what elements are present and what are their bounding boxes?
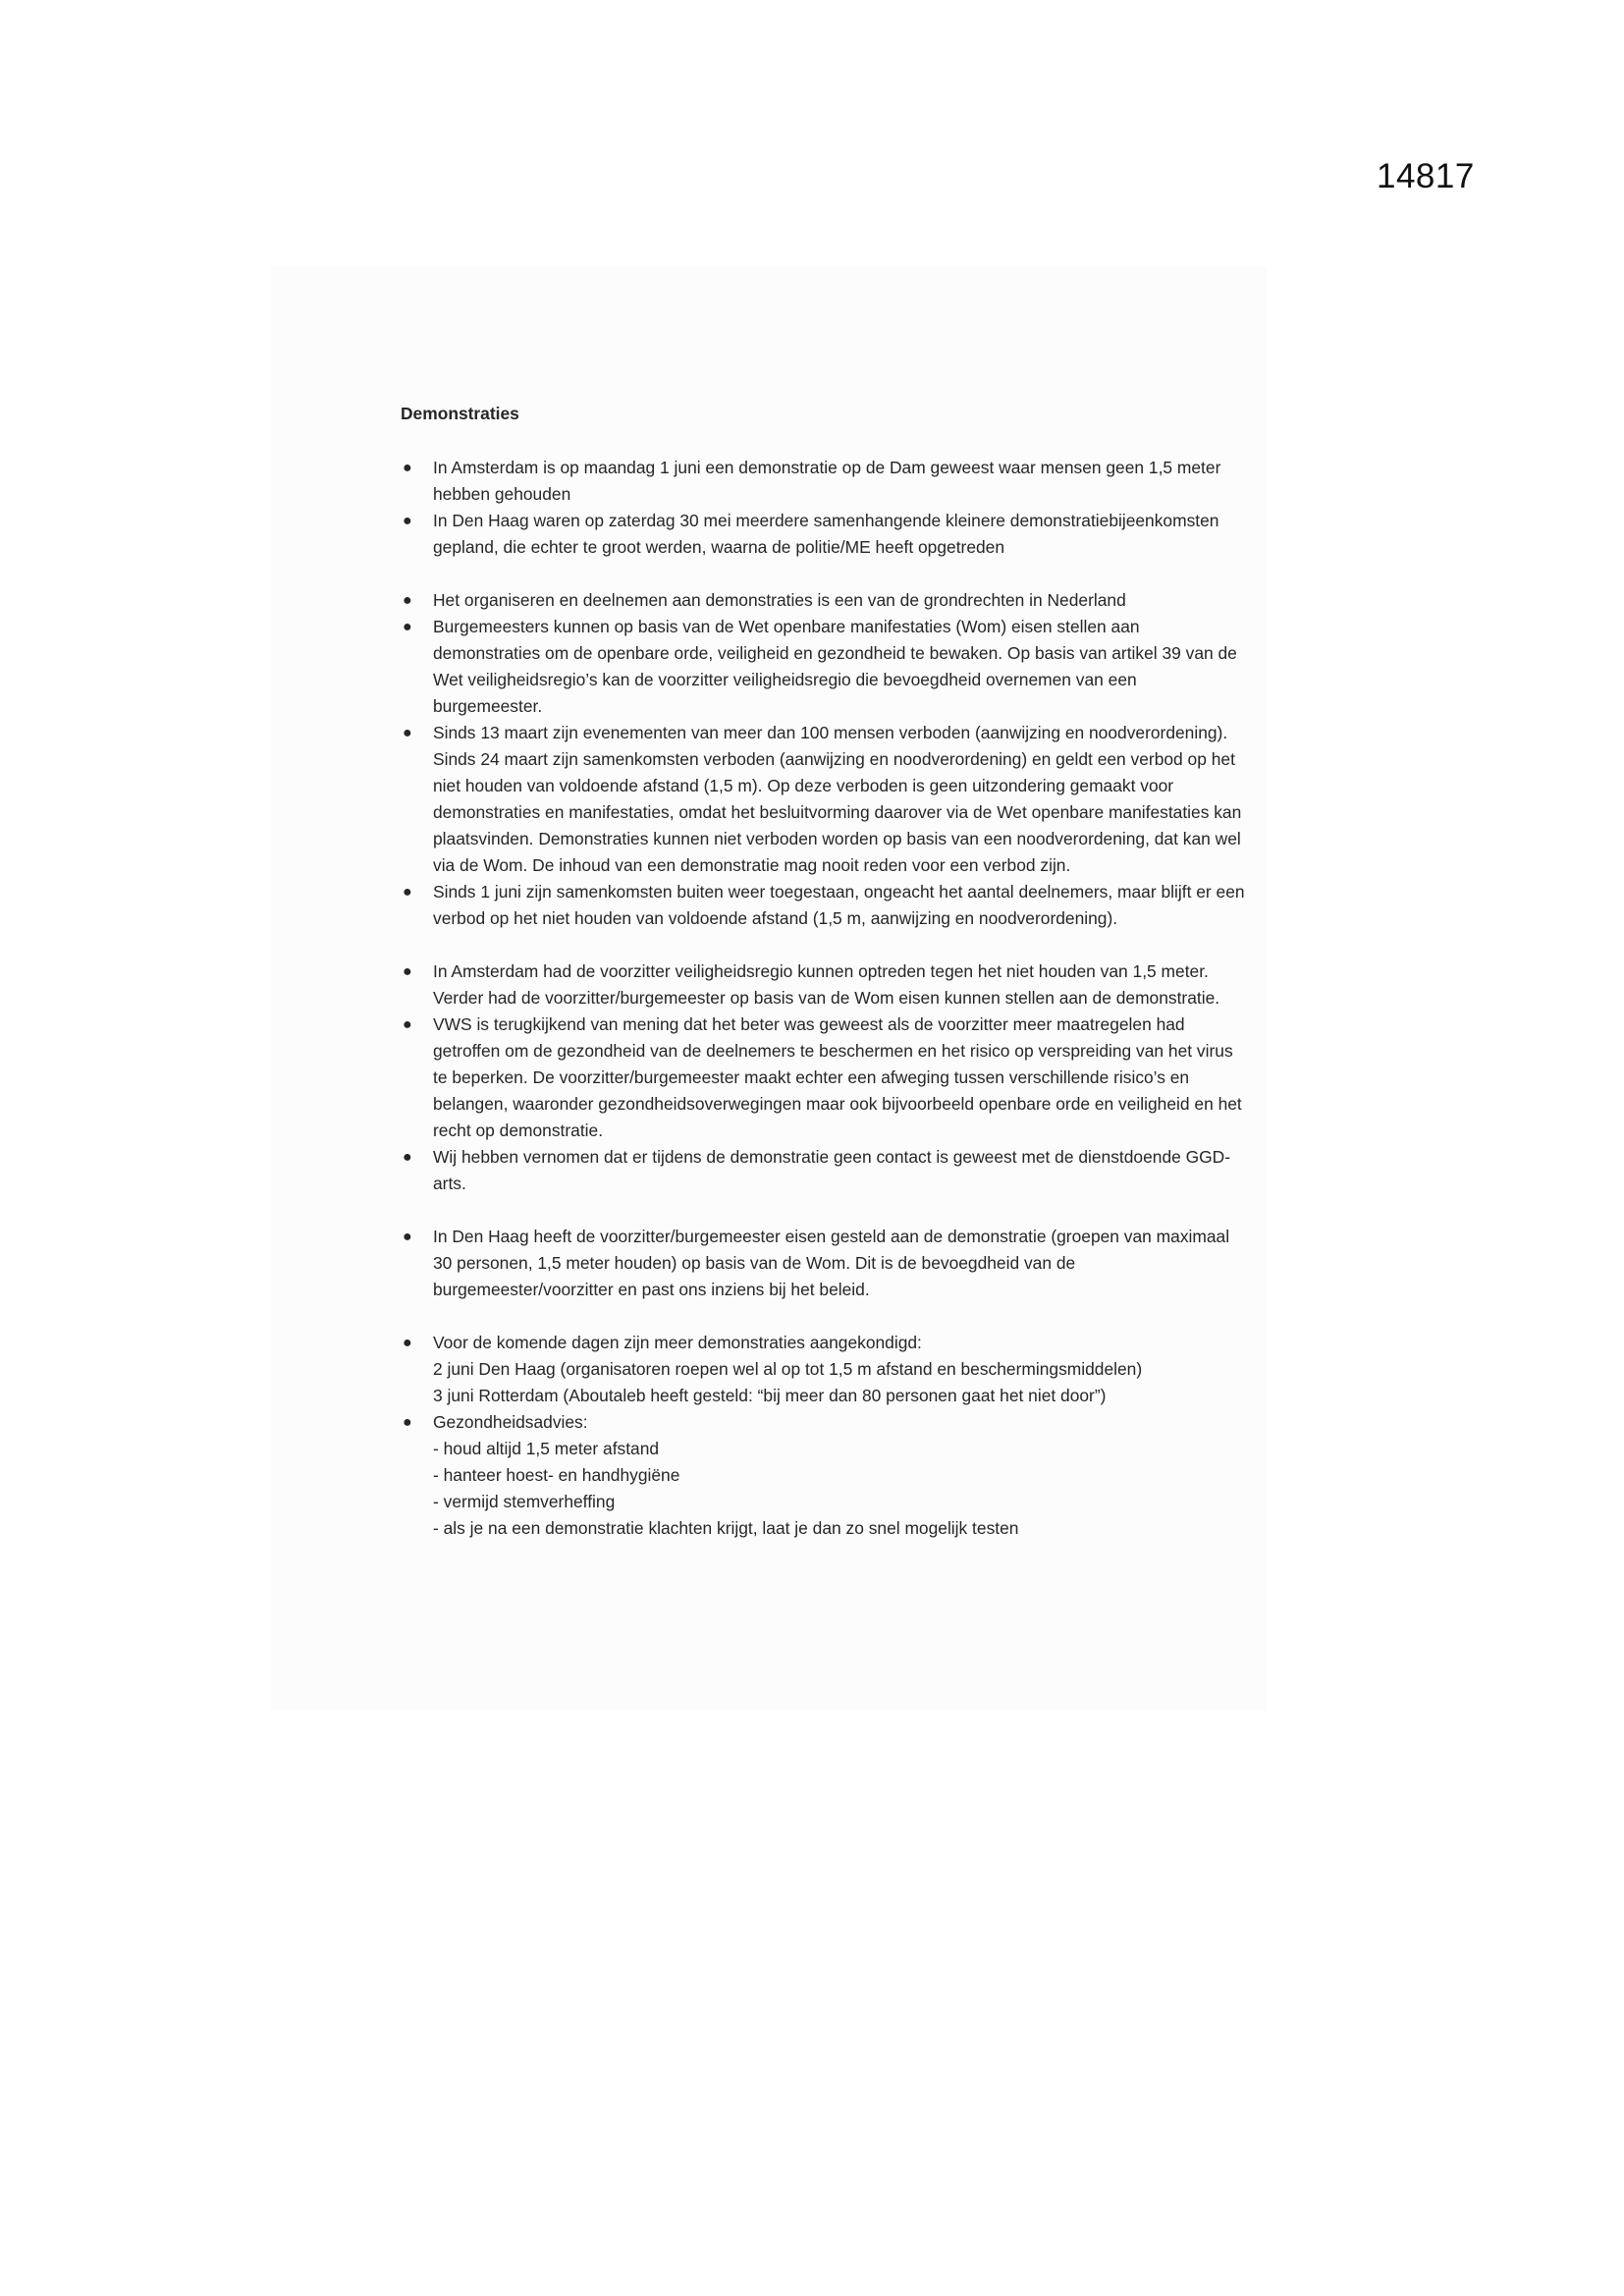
bullet-item: ● In Amsterdam is op maandag 1 juni een demonstratie op de Dam geweest waar mensen geen 1,5 meter hebben gehouden (401, 455, 1245, 508)
bullet-group-4 (401, 1224, 1245, 1303)
advice-line: - vermijd stemverheffing (433, 1492, 616, 1511)
bullet-item: ● Sinds 13 maart zijn evenementen van meer dan 100 mensen verboden (aanwijzing en noodverordening). Sinds 24 maart zijn samenkomsten verboden (aanwijzing en noodverordening) en geldt een verbod op het niet houden van voldoende afstand (1,5 m). Op deze verboden is geen uitzondering gemaakt voor demonstraties en manifestaties, omdat het besluitvorming daarover via de Wet openbare manifestaties kan plaatsvinden. Demonstraties kunnen niet verboden worden op basis van een noodverordening, dat kan wel via de Wom. De inhoud van een demonstratie mag nooit reden voor een verbod zijn. (401, 720, 1245, 879)
bullet-item: ● Burgemeesters kunnen op basis van de Wet openbare manifestaties (Wom) eisen stellen aan demonstraties om de openbare orde, veiligheid en gezondheid te bewaken. Op basis van artikel 39 van de Wet veiligheidsregio’s kan de voorzitter veiligheidsregio die bevoegdheid overnemen van een burgemeester. (401, 614, 1245, 720)
bullet-group-3 (401, 958, 1245, 1197)
bullet-item: ● Sinds 1 juni zijn samenkomsten buiten weer toegestaan, ongeacht het aantal deelnemers, maar blijft er een verbod op het niet houden van voldoende afstand (1,5 m, aanwijzing en noodverordening). (401, 879, 1245, 932)
bullet-item: ● In Amsterdam had de voorzitter veiligheidsregio kunnen optreden tegen het niet houden van 1,5 meter. Verder had de voorzitter/burgemeester op basis van de Wom eisen kunnen stellen aan de demonstratie. (401, 958, 1245, 1011)
bullet-item: ● VWS is terugkijkend van mening dat het beter was geweest als de voorzitter meer maatregelen had getroffen om de gezondheid van de deelnemers te beschermen en het risico op verspreiding van het virus te beperken. De voorzitter/burgemeester maakt echter een afweging tussen verschillende risico’s en belangen, waaronder gezondheidsoverwegingen maar ook bijvoorbeeld openbare orde en veiligheid en het recht op demonstratie. (401, 1011, 1245, 1144)
bullet-icon: ● (403, 1335, 412, 1351)
bullet-icon: ● (403, 460, 412, 476)
bullet-icon: ● (403, 963, 412, 980)
upcoming-intro: Voor de komende dagen zijn meer demonstraties aangekondigd: (433, 1333, 922, 1352)
advice-intro: Gezondheidsadvies: (433, 1412, 588, 1432)
advice-line: - hanteer hoest- en handhygiëne (433, 1465, 680, 1485)
bullet-icon: ● (403, 1149, 412, 1166)
page-number: 14817 (1377, 157, 1475, 195)
upcoming-line: 2 juni Den Haag (organisatoren roepen wel al op tot 1,5 m afstand en beschermingsmiddelen) (433, 1359, 1143, 1379)
bullet-icon: ● (403, 592, 412, 609)
bullet-icon: ● (403, 884, 412, 901)
section-heading: Demonstraties (401, 404, 519, 423)
bullet-icon: ● (403, 619, 412, 635)
bullet-group-2 (401, 587, 1245, 932)
upcoming-line: 3 juni Rotterdam (Aboutaleb heeft gesteld: “bij meer dan 80 personen gaat het niet door”) (433, 1386, 1107, 1405)
bullet-icon: ● (403, 513, 412, 529)
bullet-item-advice (401, 1409, 1245, 1542)
bullet-icon: ● (403, 725, 412, 741)
document-body (401, 401, 1245, 1568)
bullet-group-1 (401, 455, 1245, 561)
bullet-item: ● In Den Haag heeft de voorzitter/burgemeester eisen gesteld aan de demonstratie (groepen van maximaal 30 personen, 1,5 meter houden) op basis van de Wom. Dit is de bevoegdheid van de burgemeester/voorzitter en past ons inziens bij het beleid. (401, 1224, 1245, 1303)
bullet-icon: ● (403, 1229, 412, 1245)
bullet-group-5 (401, 1330, 1245, 1542)
bullet-icon: ● (403, 1414, 412, 1431)
bullet-icon: ● (403, 1016, 412, 1033)
bullet-item: ● Wij hebben vernomen dat er tijdens de demonstratie geen contact is geweest met de dienstdoende GGD-arts. (401, 1144, 1245, 1197)
advice-line: - houd altijd 1,5 meter afstand (433, 1439, 660, 1458)
advice-line: - als je na een demonstratie klachten krijgt, laat je dan zo snel mogelijk testen (433, 1518, 1019, 1538)
bullet-item-upcoming (401, 1330, 1245, 1409)
bullet-item: ● In Den Haag waren op zaterdag 30 mei meerdere samenhangende kleinere demonstratiebijeenkomsten gepland, die echter te groot werden, waarna de politie/ME heeft opgetreden (401, 508, 1245, 561)
bullet-item: ● Het organiseren en deelnemen aan demonstraties is een van de grondrechten in Nederland (401, 587, 1245, 614)
